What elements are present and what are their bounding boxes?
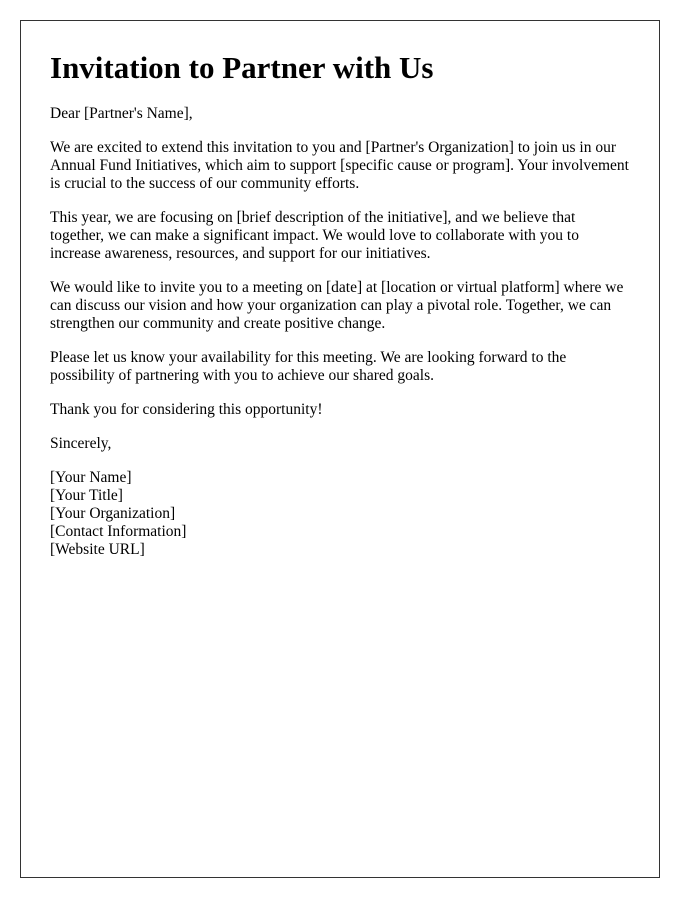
signature-website: [Website URL]: [50, 541, 145, 558]
letter-container: [20, 20, 660, 878]
closing: Sincerely,: [50, 435, 112, 452]
signature-title: [Your Title]: [50, 487, 123, 504]
signature-block: [50, 469, 630, 559]
salutation: Dear [Partner's Name],: [50, 105, 193, 122]
paragraph-availability: Please let us know your availability for this meeting. We are looking forward to the possibility of partnering with you to achieve our shared goals.: [50, 349, 567, 384]
paragraph-invitation: We are excited to extend this invitation to you and [Partner's Organization] to join us in our Annual Fund Initiatives, which aim to support [specific cause or program]. Your involvement is crucial to the success of our community efforts.: [50, 139, 629, 192]
letter-title: Invitation to Partner with Us: [50, 50, 434, 85]
paragraph-meeting: We would like to invite you to a meeting on [date] at [location or virtual platform] where we can discuss our vision and how your organization can play a pivotal role. Together, we can strengthen our community and create positive change.: [50, 279, 624, 332]
paragraph-thanks: Thank you for considering this opportunity!: [50, 401, 323, 418]
signature-name: [Your Name]: [50, 469, 132, 486]
paragraph-focus: This year, we are focusing on [brief description of the initiative], and we believe that together, we can make a significant impact. We would love to collaborate with you to increase awareness, resources, and support for our initiatives.: [50, 209, 579, 262]
signature-organization: [Your Organization]: [50, 505, 176, 522]
signature-contact: [Contact Information]: [50, 523, 187, 540]
